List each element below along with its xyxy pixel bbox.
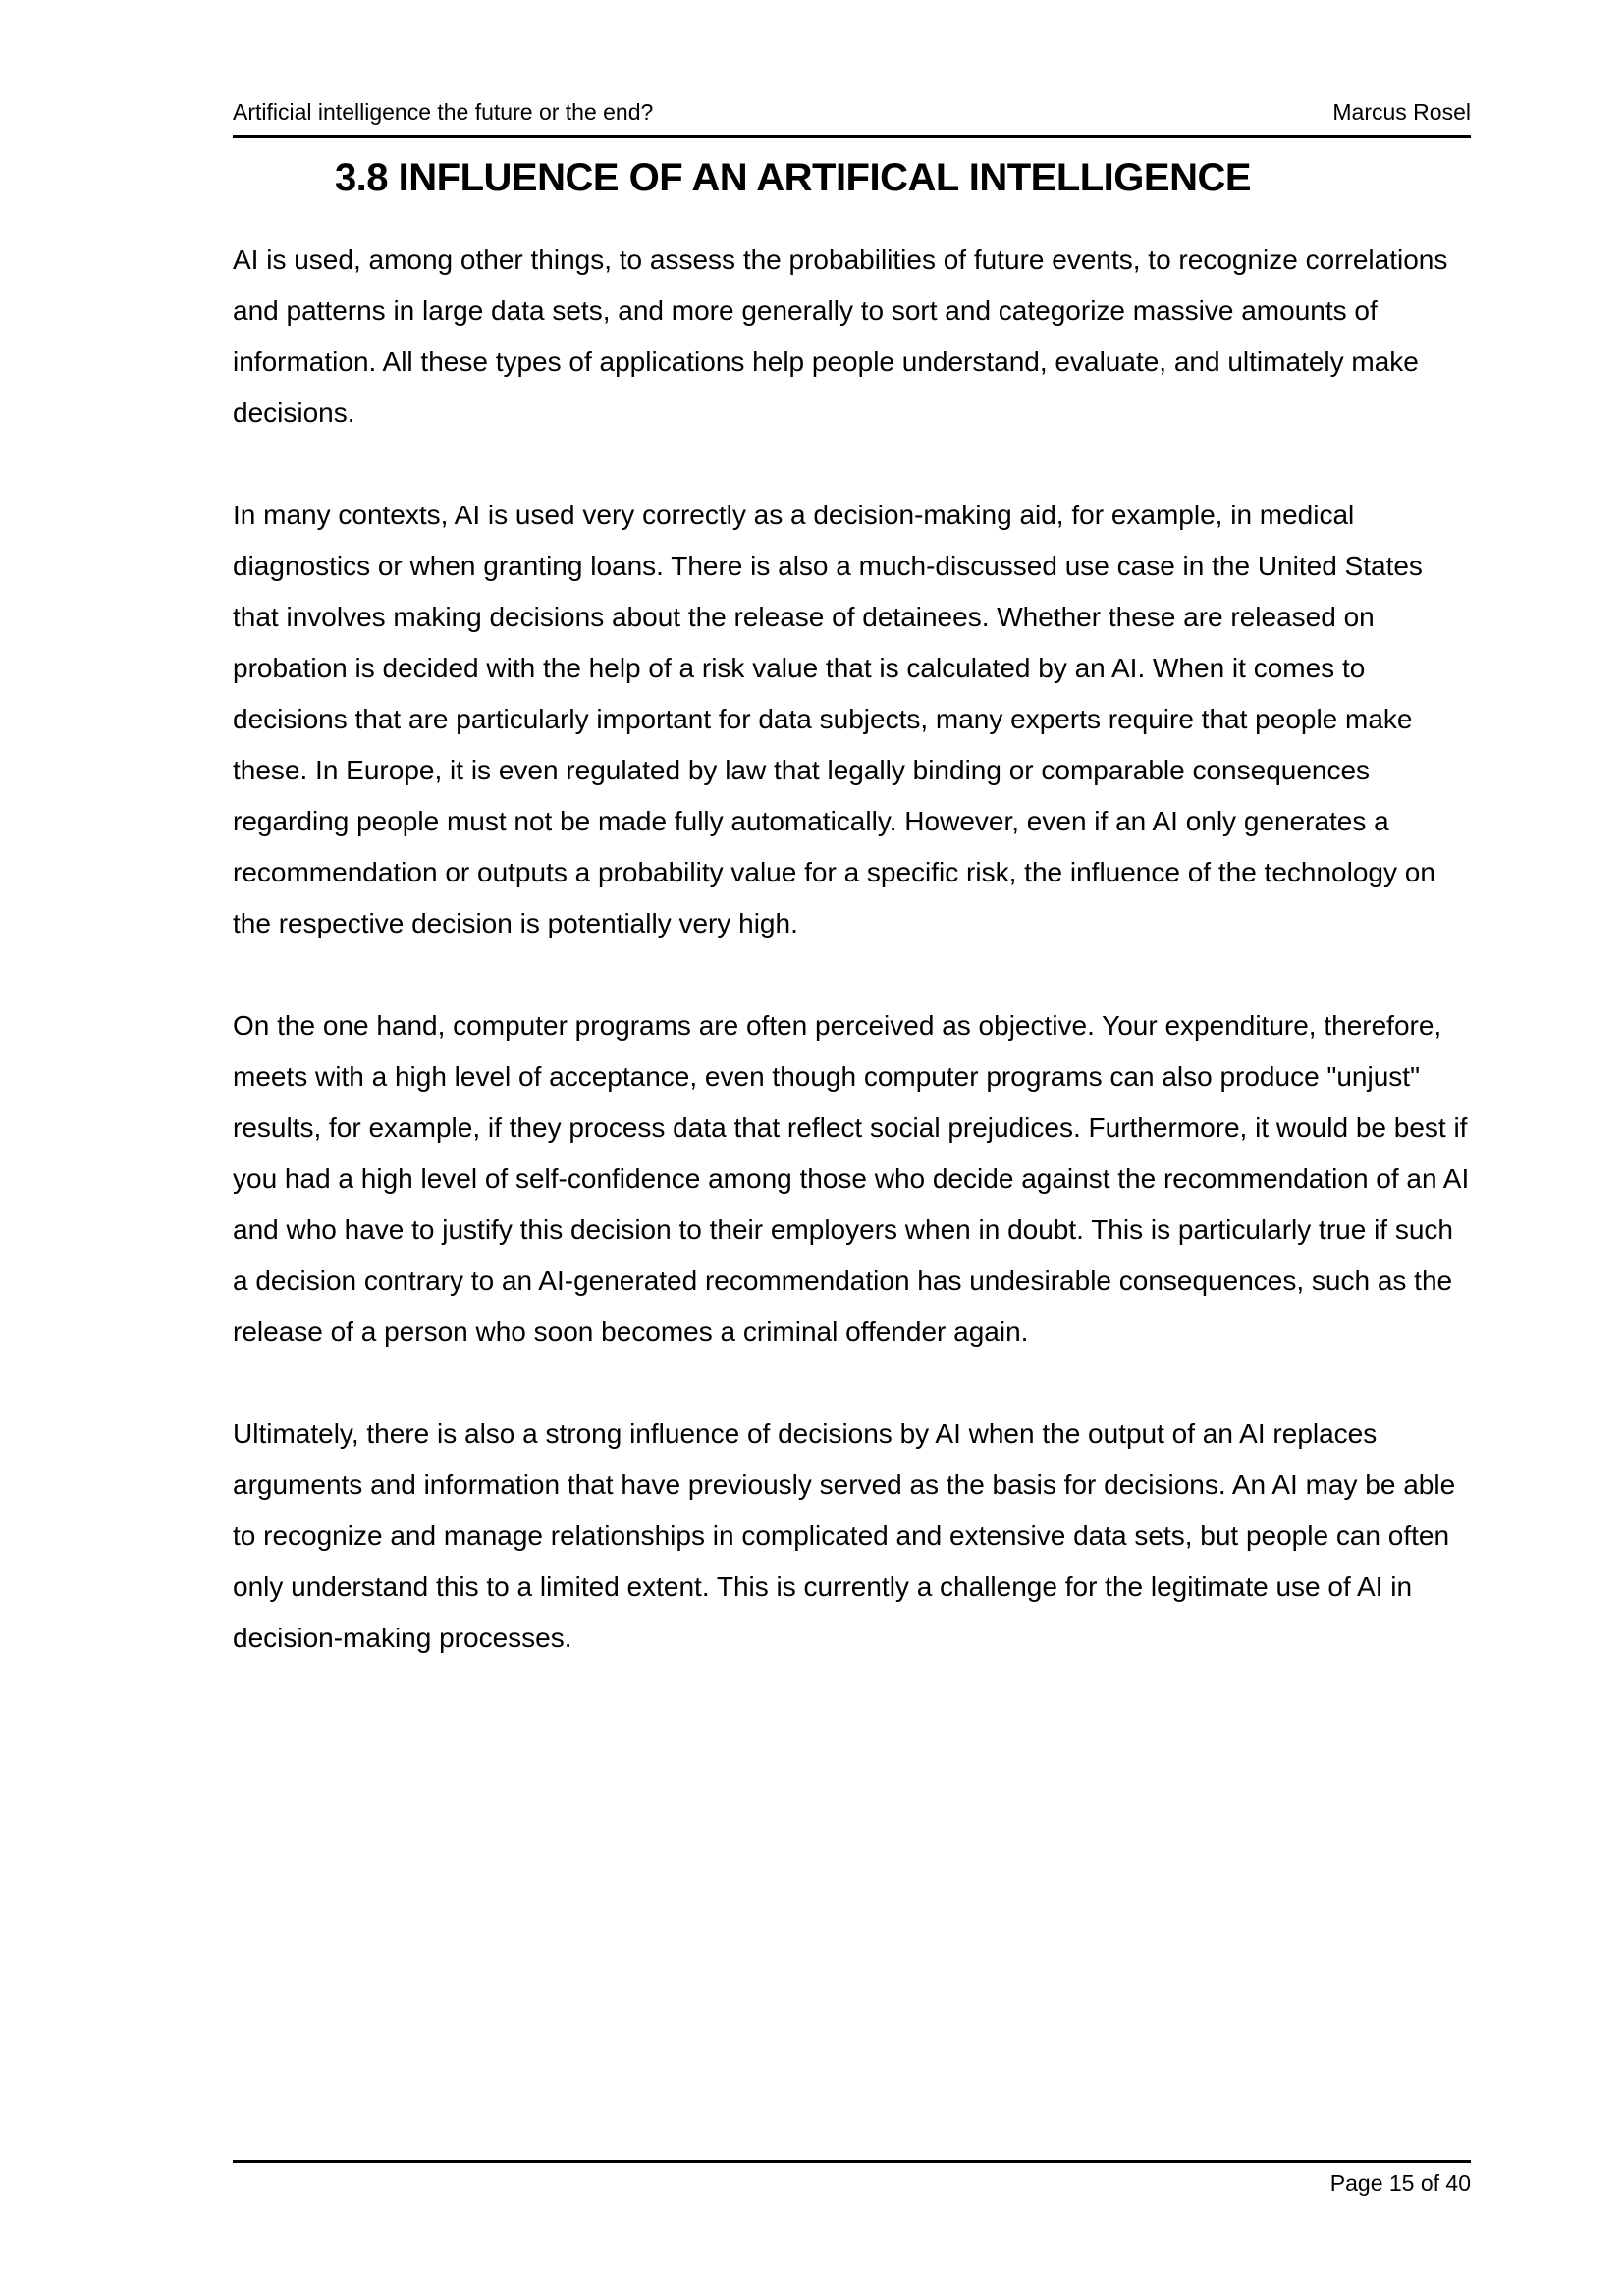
body-text bbox=[233, 235, 1471, 1664]
page-footer bbox=[233, 2160, 1471, 2197]
paragraph-2: In many contexts, AI is used very correctly as a decision-making aid, for example, in medical diagnostics or when granting loans. There is also a much-discussed use case in the United States that involves making decisions about the release of detainees. Whether these are released on probation is decided with the help of a risk value that is calculated by an AI. When it comes to decisions that are particularly important for data subjects, many experts require that people make these. In Europe, it is even regulated by law that legally binding or comparable consequences regarding people must not be made fully automatically. However, even if an AI only generates a recommendation or outputs a probability value for a specific risk, the influence of the technology on the respective decision is potentially very high. bbox=[233, 500, 1435, 938]
section-heading: 3.8 INFLUENCE OF AN ARTIFICAL INTELLIGENCE bbox=[334, 156, 1252, 199]
page-header bbox=[233, 0, 1471, 138]
paragraph-3: On the one hand, computer programs are often perceived as objective. Your expenditure, therefore, meets with a high level of acceptance, even though computer programs can also produce "unjust" results, for example, if they process data that reflect social prejudices. Furthermore, it would be best if you had a high level of self-confidence among those who decide against the recommendation of an AI and who have to justify this decision to their employers when in doubt. This is particularly true if such a decision contrary to an AI-generated recommendation has undesirable consequences, such as the release of a person who soon becomes a criminal offender again. bbox=[233, 1010, 1470, 1347]
paragraph-1: AI is used, among other things, to assess the probabilities of future events, to recognize correlations and patterns in large data sets, and more generally to sort and categorize massive amounts of information. All these types of applications help people understand, evaluate, and ultimately make decisions. bbox=[233, 244, 1448, 428]
document-content bbox=[233, 0, 1471, 1715]
page-number-label: Page 15 of 40 bbox=[1329, 2170, 1471, 2196]
paragraph-4: Ultimately, there is also a strong influence of decisions by AI when the output of an AI replaces arguments and information that have previously served as the basis for decisions. An AI may be able to recognize and manage relationships in complicated and extensive data sets, but people can often only understand this to a limited extent. This is currently a challenge for the legitimate use of AI in decision-making processes. bbox=[233, 1418, 1456, 1653]
header-running-title: Artificial intelligence the future or the end? bbox=[233, 99, 654, 125]
header-author: Marcus Rosel bbox=[1332, 99, 1471, 125]
